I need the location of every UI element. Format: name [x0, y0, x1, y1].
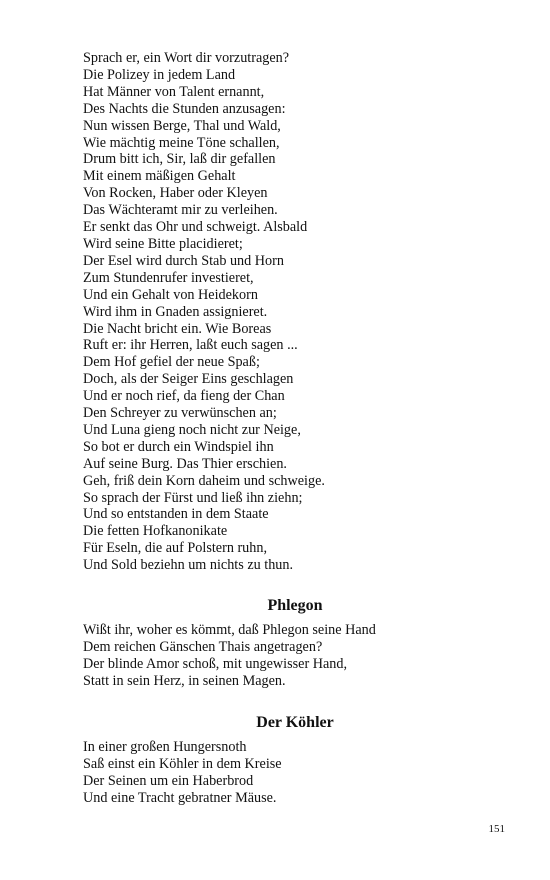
verse-line: In einer großen Hungersnoth [83, 739, 247, 755]
verse-line: Wie mächtig meine Töne schallen, [83, 134, 280, 151]
verse-line: Und ein Gehalt von Heidekorn [83, 286, 258, 303]
verse-line: Und er noch rief, da fieng der Chan [83, 388, 285, 405]
verse-line: Saß einst ein Köhler in dem Kreise [83, 755, 282, 772]
verse-line: Ruft er: ihr Herren, laßt euch sagen ... [83, 337, 298, 354]
verse-line: Von Rocken, Haber oder Kleyen [83, 185, 268, 202]
verse-line: Statt in sein Herz, in seinen Magen. [83, 672, 286, 689]
verse-line: Wißt ihr, woher es kömmt, daß Phlegon seine Hand [83, 622, 376, 638]
poem-title-phlegon: Phlegon [267, 597, 323, 614]
verse-line: Die Nacht bricht ein. Wie Boreas [83, 320, 272, 337]
verse-line: Für Eseln, die auf Polstern ruhn, [83, 540, 268, 557]
verse-line: Wird ihm in Gnaden assignieret. [83, 303, 268, 320]
verse-line: Der blinde Amor schoß, mit ungewisser Hand, [83, 655, 347, 672]
verse-line: Er senkt das Ohr und schweigt. Alsbald [83, 219, 308, 236]
verse-line: Hat Männer von Talent ernannt, [83, 83, 265, 100]
verse-line: Drum bitt ich, Sir, laß dir gefallen [83, 151, 276, 168]
verse-line: Auf seine Burg. Das Thier erschien. [83, 455, 287, 472]
verse-line: Nun wissen Berge, Thal und Wald, [83, 117, 281, 134]
page-number: 151 [488, 823, 505, 835]
verse-line: So bot er durch ein Windspiel ihn [83, 438, 274, 455]
poem-koehler [83, 739, 483, 807]
verse-line: So sprach der Fürst und ließ ihn ziehn; [83, 489, 303, 506]
verse-line: Und so entstanden in dem Staate [83, 506, 269, 523]
verse-line: Das Wächteramt mir zu verleihen. [83, 202, 278, 219]
verse-line: Die fetten Hofkanonikate [83, 523, 228, 540]
verse-line: Wird seine Bitte placidieret; [83, 235, 243, 252]
verse-line: Zum Stundenrufer investieret, [83, 269, 254, 286]
verse-line: Der Esel wird durch Stab und Horn [83, 252, 284, 269]
poem-continuation [83, 50, 483, 574]
verse-line: Des Nachts die Stunden anzusagen: [83, 100, 286, 117]
poem-title-koehler: Der Köhler [256, 714, 334, 731]
verse-line: Und eine Tracht gebratner Mäuse. [83, 789, 277, 806]
verse-line: Mit einem mäßigen Gehalt [83, 168, 236, 185]
verse-line: Dem reichen Gänschen Thais angetragen? [83, 638, 323, 655]
poem-phlegon [83, 622, 483, 690]
verse-line: Den Schreyer zu verwünschen an; [83, 405, 277, 422]
verse-line: Und Luna gieng noch nicht zur Neige, [83, 421, 301, 438]
verse-line: Die Polizey in jedem Land [83, 66, 236, 83]
verse-line: Der Seinen um ein Haberbrod [83, 772, 254, 789]
verse-line: Und Sold beziehn um nichts zu thun. [83, 557, 294, 574]
verse-line: Dem Hof gefiel der neue Spaß; [83, 354, 260, 371]
verse-line: Doch, als der Seiger Eins geschlagen [83, 371, 294, 388]
verse-line: Sprach er, ein Wort dir vorzutragen? [83, 50, 290, 66]
verse-line: Geh, friß dein Korn daheim und schweige. [83, 472, 325, 489]
